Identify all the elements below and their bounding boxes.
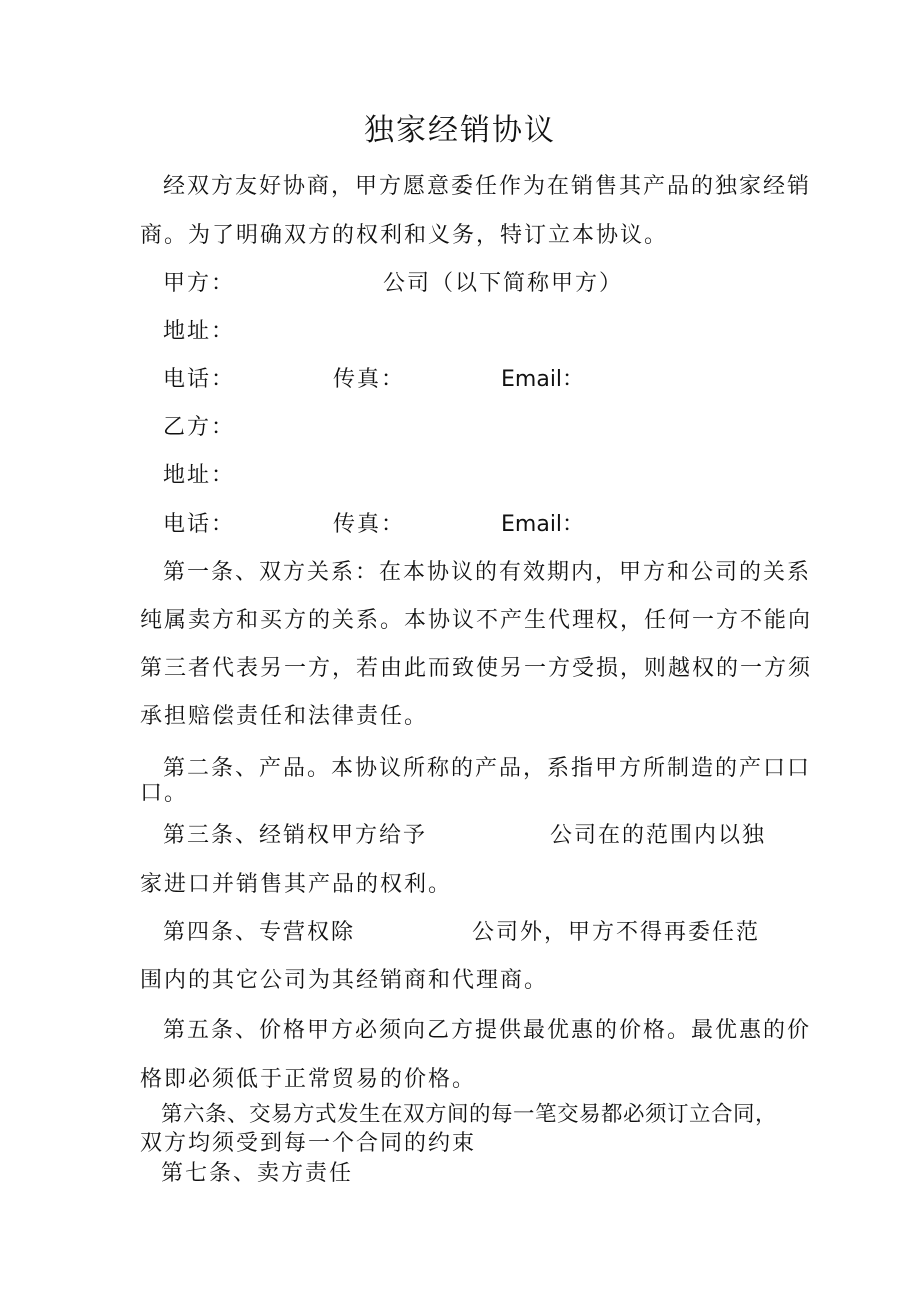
article-1-line-3: 第三者代表另一方，若由此而致使另一方受损，则越权的一方须 — [140, 656, 813, 681]
article-5-line-2: 格即必须低于正常贸易的价格。 — [140, 1067, 477, 1092]
article-4-line-2: 围内的其它公司为其经销商和代理商。 — [140, 968, 549, 993]
party-b-phone-label: 电话： — [163, 512, 236, 537]
article-3-line-2: 家进口并销售其产品的权利。 — [140, 872, 453, 897]
article-4-part-2: 公司外，甲方不得再委任范 — [472, 920, 761, 945]
article-2-line-1: 第二条、产品。本协议所称的产品，系指甲方所制造的产口口 — [163, 756, 812, 781]
article-6-line-2: 双方均须受到每一个合同的约束 — [140, 1131, 477, 1156]
party-b-address-label: 地址： — [163, 463, 236, 488]
party-b-fax-label: 传真： — [333, 512, 406, 537]
article-3-part-1: 第三条、经销权甲方给予 — [163, 823, 428, 848]
intro-line-1: 经双方友好协商，甲方愿意委任作为在销售其产品的独家经销 — [163, 174, 812, 199]
party-a-phone-label: 电话： — [163, 367, 236, 392]
article-4-part-1: 第四条、专营权除 — [163, 920, 356, 945]
article-7-line-1: 第七条、卖方责任 — [161, 1161, 354, 1186]
party-a-address-label: 地址： — [163, 319, 236, 344]
party-a-email-label: Email： — [501, 367, 585, 392]
party-a-company: 公司（以下简称甲方） — [383, 271, 624, 296]
article-1-line-2: 纯属卖方和买方的关系。本协议不产生代理权，任何一方不能向 — [140, 608, 813, 633]
party-b-label: 乙方： — [163, 415, 236, 440]
party-a-label: 甲方： — [163, 271, 236, 296]
party-a-fax-label: 传真： — [333, 367, 406, 392]
document-title: 独家经销协议 — [364, 113, 556, 148]
article-2-line-2: 口。 — [140, 781, 189, 806]
article-1-line-4: 承担赔偿责任和法律责任。 — [140, 704, 429, 729]
article-5-line-1: 第五条、价格甲方必须向乙方提供最优惠的价格。最优惠的价 — [163, 1018, 812, 1043]
article-6-line-1: 第六条、交易方式发生在双方间的每一笔交易都必须订立合同， — [161, 1102, 778, 1127]
intro-line-2: 商。为了明确双方的权利和义务，特订立本协议。 — [140, 223, 669, 248]
party-b-email-label: Email： — [501, 512, 585, 537]
article-1-line-1: 第一条、双方关系：在本协议的有效期内，甲方和公司的关系 — [163, 560, 812, 585]
article-3-part-2: 公司在的范围内以独 — [550, 823, 767, 848]
